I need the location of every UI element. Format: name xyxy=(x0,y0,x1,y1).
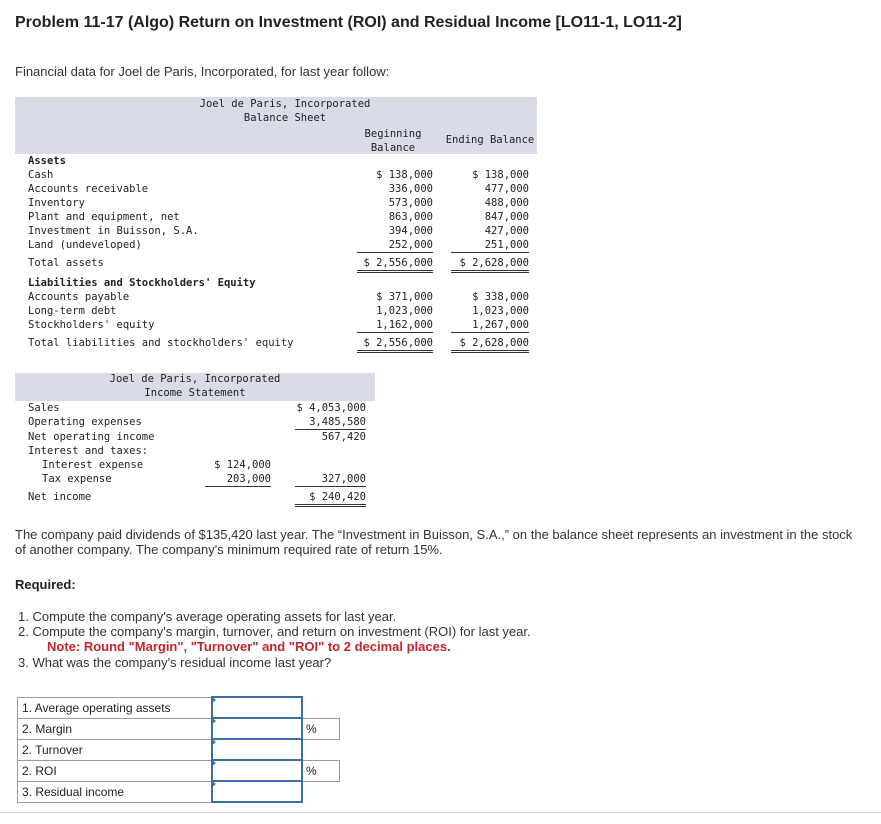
noi-label: Net operating income xyxy=(28,431,155,443)
page-title: Problem 11-17 (Algo) Return on Investment (ROI) and Residual Income [LO11-1, LO11-2] xyxy=(15,14,682,31)
answer-label: 2. Turnover xyxy=(18,739,213,760)
asset-begin: 863,000 xyxy=(388,211,433,223)
asset-label: Land (undeveloped) xyxy=(28,239,142,251)
asset-begin: 336,000 xyxy=(388,183,433,195)
answer-table xyxy=(17,696,340,803)
asset-label: Investment in Buisson, S.A. xyxy=(28,225,199,237)
average-operating-assets-input[interactable] xyxy=(212,697,302,718)
tax-expense-value: 203,000 xyxy=(205,472,271,487)
liability-end: 1,267,000 xyxy=(451,318,529,333)
asset-end: 847,000 xyxy=(484,211,529,223)
rounding-note: Note: Round "Margin", "Turnover" and "ROI" to 2 decimal places. xyxy=(47,639,451,654)
asset-label: Inventory xyxy=(28,197,85,209)
table-row xyxy=(18,781,340,802)
interest-taxes-heading: Interest and taxes: xyxy=(28,445,149,457)
asset-begin: 573,000 xyxy=(388,197,433,209)
balance-sheet-company: Joel de Paris, Incorporated xyxy=(199,98,371,110)
sales-label: Sales xyxy=(28,402,60,414)
total-liabilities-label: Total liabilities and stockholders' equity xyxy=(28,337,294,349)
asset-end: 477,000 xyxy=(484,183,529,195)
ending-balance-header: Ending Balance xyxy=(445,134,535,146)
interest-taxes-subtotal: 327,000 xyxy=(295,472,366,487)
answer-unit xyxy=(302,739,340,760)
liability-label: Stockholders' equity xyxy=(28,319,155,331)
residual-income-input[interactable] xyxy=(212,781,302,802)
turnover-input[interactable] xyxy=(212,739,302,760)
required-heading: Required: xyxy=(15,577,76,592)
interest-expense-label: Interest expense xyxy=(42,459,144,471)
assets-heading: Assets xyxy=(28,155,66,167)
interest-expense-value: $ 124,000 xyxy=(214,459,271,471)
bottom-divider xyxy=(0,812,881,813)
income-statement-company: Joel de Paris, Incorporated xyxy=(109,373,281,385)
beginning-balance-header: Beginning Balance xyxy=(364,128,422,154)
asset-end: 251,000 xyxy=(451,238,529,253)
income-statement xyxy=(15,373,375,508)
requirement-item: 2. Compute the company's margin, turnover, and return on investment (ROI) for last year. xyxy=(18,624,531,639)
asset-label: Cash xyxy=(28,169,54,181)
total-assets-label: Total assets xyxy=(28,257,104,269)
roi-unit: % xyxy=(302,760,340,781)
table-row xyxy=(18,760,340,781)
table-row xyxy=(18,697,340,718)
liability-begin: 1,162,000 xyxy=(357,318,433,333)
asset-begin: $ 138,000 xyxy=(376,169,433,181)
liability-end: $ 338,000 xyxy=(472,291,529,303)
requirement-item: 1. Compute the company's average operating assets for last year. xyxy=(18,609,397,624)
asset-label: Plant and equipment, net xyxy=(28,211,180,223)
liability-label: Accounts payable xyxy=(28,291,130,303)
liability-begin: $ 371,000 xyxy=(376,291,433,303)
asset-begin: 252,000 xyxy=(357,238,433,253)
tax-expense-label: Tax expense xyxy=(42,473,112,485)
roi-input[interactable] xyxy=(212,760,302,781)
table-row xyxy=(18,739,340,760)
answer-unit xyxy=(302,697,340,718)
answer-label: 2. Margin xyxy=(18,718,213,739)
opex-value: 3,485,580 xyxy=(295,415,366,430)
asset-end: 427,000 xyxy=(484,225,529,237)
liabilities-heading: Liabilities and Stockholders' Equity xyxy=(28,277,256,289)
intro-text: Financial data for Joel de Paris, Incorporated, for last year follow: xyxy=(15,64,390,79)
total-assets-end: $ 2,628,000 xyxy=(451,256,529,273)
net-income-value: $ 240,420 xyxy=(295,490,366,507)
total-assets-begin: $ 2,556,000 xyxy=(357,256,433,273)
net-income-label: Net income xyxy=(28,491,92,503)
liability-label: Long-term debt xyxy=(28,305,117,317)
balance-sheet xyxy=(15,97,537,353)
problem-paragraph: The company paid dividends of $135,420 last year. The “Investment in Buisson, S.A.,” on the balance sheet represents an investment in the stock of another company. The company's minimum required rate of return 15%. xyxy=(15,527,853,557)
answer-label: 2. ROI xyxy=(18,760,213,781)
answer-label: 1. Average operating assets xyxy=(18,697,213,718)
asset-end: $ 138,000 xyxy=(472,169,529,181)
answer-unit xyxy=(302,781,340,802)
liability-end: 1,023,000 xyxy=(472,305,529,317)
margin-input[interactable] xyxy=(212,718,302,739)
income-statement-title: Income Statement xyxy=(144,387,246,399)
liability-begin: 1,023,000 xyxy=(376,305,433,317)
answer-label: 3. Residual income xyxy=(18,781,213,802)
margin-unit: % xyxy=(302,718,340,739)
asset-label: Accounts receivable xyxy=(28,183,149,195)
balance-sheet-title: Balance Sheet xyxy=(243,112,327,124)
table-row xyxy=(18,718,340,739)
requirement-item: 3. What was the company's residual income last year? xyxy=(18,655,332,670)
sales-value: $ 4,053,000 xyxy=(296,402,366,414)
asset-end: 488,000 xyxy=(484,197,529,209)
total-liabilities-begin: $ 2,556,000 xyxy=(357,336,433,353)
total-liabilities-end: $ 2,628,000 xyxy=(451,336,529,353)
asset-begin: 394,000 xyxy=(388,225,433,237)
opex-label: Operating expenses xyxy=(28,416,142,428)
noi-value: 567,420 xyxy=(321,431,366,443)
